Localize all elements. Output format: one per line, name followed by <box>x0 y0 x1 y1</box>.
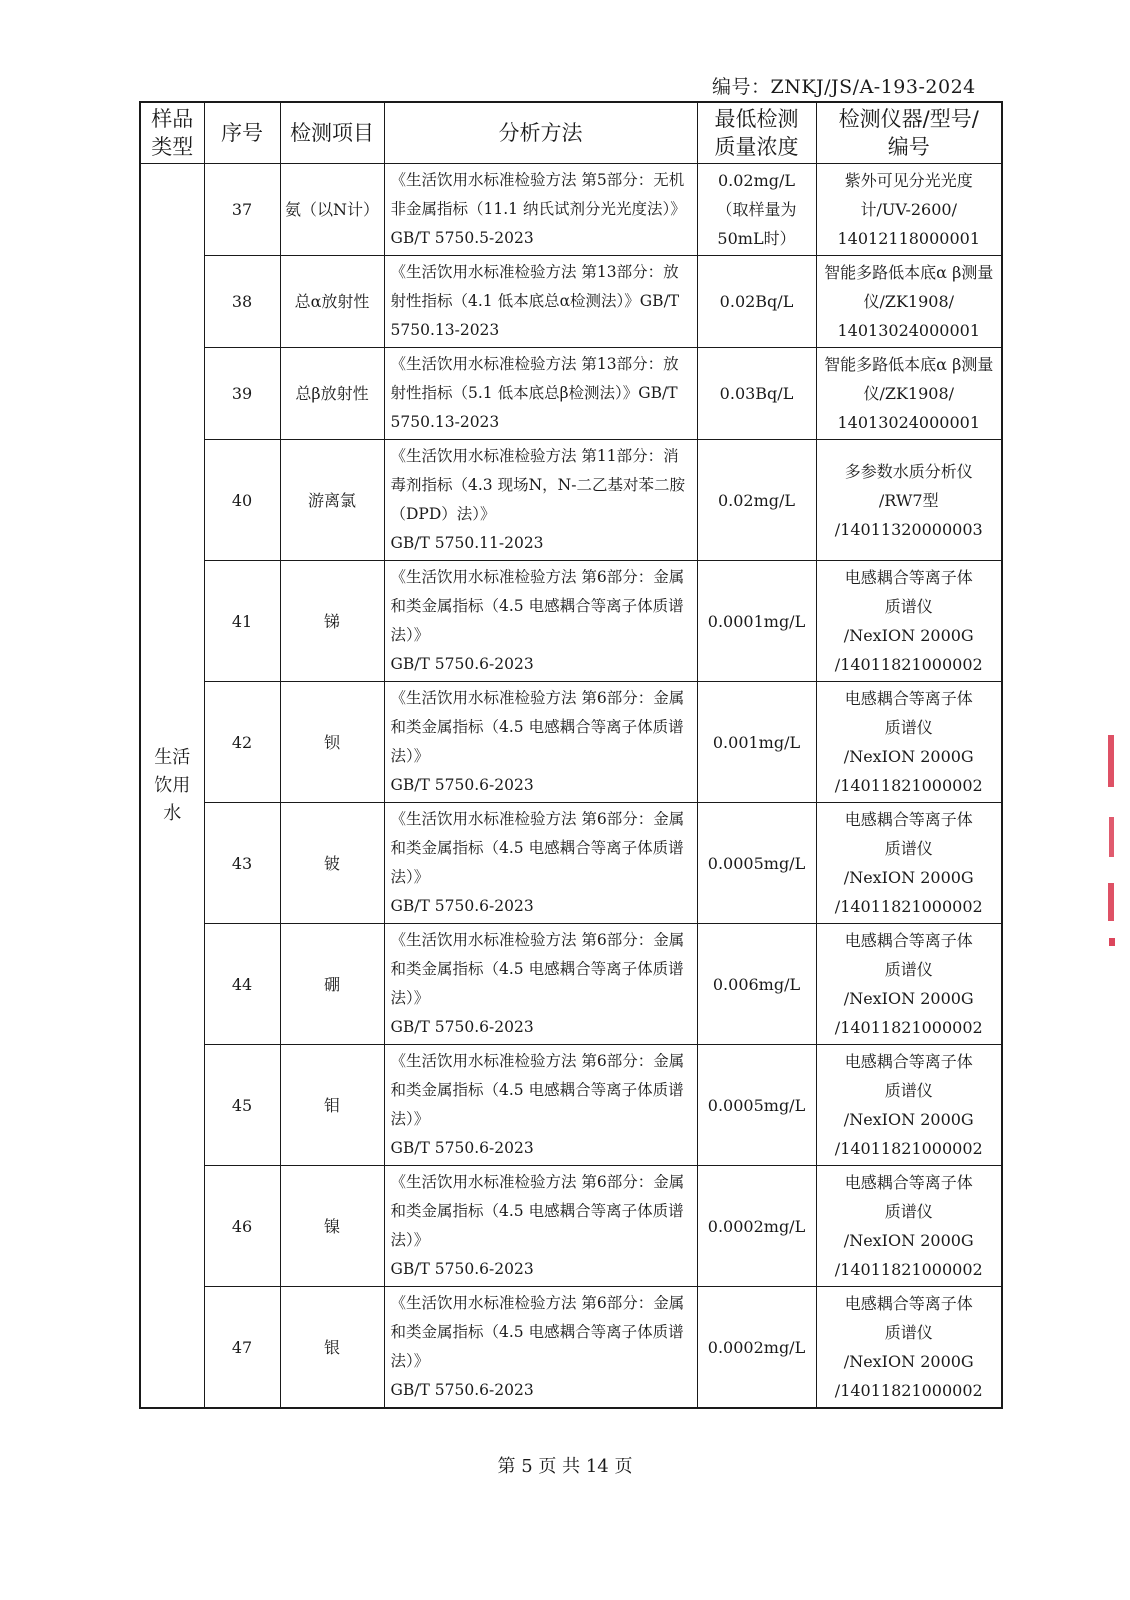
sample-type-cell: 生活 饮用 水 <box>140 164 204 1409</box>
table-header-row <box>140 102 1002 164</box>
test-method-table <box>139 101 1003 1409</box>
row-seq: 45 <box>204 1045 280 1166</box>
header-limit: 最低检测 质量浓度 <box>697 102 816 164</box>
row-instrument: 多参数水质分析仪 /RW7型 /14011320000003 <box>816 440 1002 561</box>
row-limit: 0.0002mg/L <box>697 1287 816 1409</box>
row-instrument: 电感耦合等离子体 质谱仪 /NexION 2000G /14011821000002 <box>816 1287 1002 1409</box>
row-seq: 47 <box>204 1287 280 1409</box>
table-row <box>140 164 1002 256</box>
row-seq: 37 <box>204 164 280 256</box>
row-item: 锑 <box>280 561 384 682</box>
row-instrument: 电感耦合等离子体 质谱仪 /NexION 2000G /14011821000002 <box>816 803 1002 924</box>
row-seq: 46 <box>204 1166 280 1287</box>
row-seq: 39 <box>204 348 280 440</box>
table-row <box>140 256 1002 348</box>
row-method: 《生活饮用水标准检验方法 第6部分：金属和类金属指标（4.5 电感耦合等离子体质谱法）》 GB/T 5750.6-2023 <box>384 1166 697 1287</box>
page-number: 第 5 页 共 14 页 <box>497 1456 633 1477</box>
row-method: 《生活饮用水标准检验方法 第6部分：金属和类金属指标（4.5 电感耦合等离子体质谱法）》 GB/T 5750.6-2023 <box>384 561 697 682</box>
table-row <box>140 348 1002 440</box>
row-item: 总β放射性 <box>280 348 384 440</box>
header-seq: 序号 <box>204 102 280 164</box>
header-instrument: 检测仪器/型号/ 编号 <box>816 102 1002 164</box>
row-item: 钼 <box>280 1045 384 1166</box>
row-limit: 0.02mg/L （取样量为 50mL时） <box>697 164 816 256</box>
row-method: 《生活饮用水标准检验方法 第5部分：无机非金属指标（11.1 纳氏试剂分光光度法）》GB/T 5750.5-2023 <box>384 164 697 256</box>
row-limit: 0.0001mg/L <box>697 561 816 682</box>
row-item: 钡 <box>280 682 384 803</box>
row-method: 《生活饮用水标准检验方法 第13部分：放射性指标（5.1 低本底总β检测法）》GB/T 5750.13-2023 <box>384 348 697 440</box>
table-row <box>140 1045 1002 1166</box>
row-item: 银 <box>280 1287 384 1409</box>
row-seq: 38 <box>204 256 280 348</box>
row-limit: 0.0005mg/L <box>697 1045 816 1166</box>
row-instrument: 电感耦合等离子体 质谱仪 /NexION 2000G /14011821000002 <box>816 1166 1002 1287</box>
table-row <box>140 803 1002 924</box>
table-row <box>140 682 1002 803</box>
row-limit: 0.02Bq/L <box>697 256 816 348</box>
row-instrument: 电感耦合等离子体 质谱仪 /NexION 2000G /14011821000002 <box>816 924 1002 1045</box>
row-item: 氨（以N计） <box>280 164 384 256</box>
header-method: 分析方法 <box>384 102 697 164</box>
row-instrument: 电感耦合等离子体 质谱仪 /NexION 2000G /14011821000002 <box>816 1045 1002 1166</box>
seal-stamp-edge <box>1106 735 1116 950</box>
row-instrument: 电感耦合等离子体 质谱仪 /NexION 2000G /14011821000002 <box>816 561 1002 682</box>
table-row <box>140 440 1002 561</box>
row-instrument: 智能多路低本底α β测量仪/ZK1908/ 14013024000001 <box>816 348 1002 440</box>
row-method: 《生活饮用水标准检验方法 第11部分：消毒剂指标（4.3 现场N，N-二乙基对苯二胺（DPD）法）》 GB/T 5750.11-2023 <box>384 440 697 561</box>
header-sample-type: 样品 类型 <box>140 102 204 164</box>
row-method: 《生活饮用水标准检验方法 第6部分：金属和类金属指标（4.5 电感耦合等离子体质谱法）》 GB/T 5750.6-2023 <box>384 803 697 924</box>
row-limit: 0.03Bq/L <box>697 348 816 440</box>
row-method: 《生活饮用水标准检验方法 第6部分：金属和类金属指标（4.5 电感耦合等离子体质谱法）》 GB/T 5750.6-2023 <box>384 682 697 803</box>
row-seq: 41 <box>204 561 280 682</box>
row-seq: 42 <box>204 682 280 803</box>
row-item: 硼 <box>280 924 384 1045</box>
table-row <box>140 1166 1002 1287</box>
row-instrument: 智能多路低本底α β测量仪/ZK1908/ 14013024000001 <box>816 256 1002 348</box>
row-method: 《生活饮用水标准检验方法 第6部分：金属和类金属指标（4.5 电感耦合等离子体质谱法）》 GB/T 5750.6-2023 <box>384 924 697 1045</box>
row-item: 镍 <box>280 1166 384 1287</box>
row-item: 游离氯 <box>280 440 384 561</box>
row-method: 《生活饮用水标准检验方法 第6部分：金属和类金属指标（4.5 电感耦合等离子体质谱法）》 GB/T 5750.6-2023 <box>384 1287 697 1409</box>
row-limit: 0.0002mg/L <box>697 1166 816 1287</box>
table-row <box>140 1287 1002 1409</box>
row-seq: 43 <box>204 803 280 924</box>
row-item: 总α放射性 <box>280 256 384 348</box>
document-number: 编号：ZNKJ/JS/A-193-2024 <box>712 76 976 98</box>
row-instrument: 电感耦合等离子体 质谱仪 /NexION 2000G /14011821000002 <box>816 682 1002 803</box>
row-item: 铍 <box>280 803 384 924</box>
row-method: 《生活饮用水标准检验方法 第13部分：放射性指标（4.1 低本底总α检测法）》GB/T 5750.13-2023 <box>384 256 697 348</box>
row-method: 《生活饮用水标准检验方法 第6部分：金属和类金属指标（4.5 电感耦合等离子体质谱法）》 GB/T 5750.6-2023 <box>384 1045 697 1166</box>
table-row <box>140 561 1002 682</box>
row-limit: 0.0005mg/L <box>697 803 816 924</box>
row-limit: 0.02mg/L <box>697 440 816 561</box>
row-limit: 0.006mg/L <box>697 924 816 1045</box>
header-item: 检测项目 <box>280 102 384 164</box>
row-instrument: 紫外可见分光光度计/UV-2600/ 14012118000001 <box>816 164 1002 256</box>
table-row <box>140 924 1002 1045</box>
row-limit: 0.001mg/L <box>697 682 816 803</box>
row-seq: 40 <box>204 440 280 561</box>
row-seq: 44 <box>204 924 280 1045</box>
